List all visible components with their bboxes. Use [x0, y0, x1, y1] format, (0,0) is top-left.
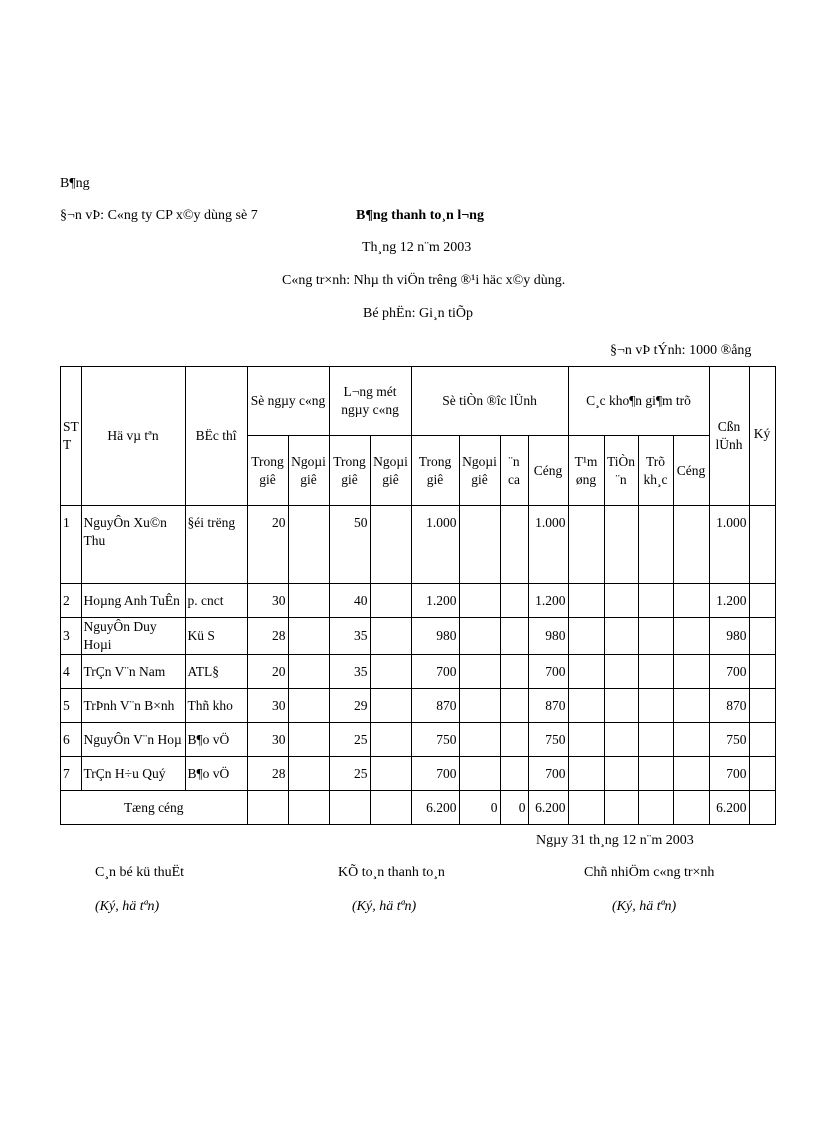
cell-amount-out — [459, 584, 500, 618]
sub-advance: T¹m øng — [568, 436, 604, 506]
cell-wage-in: 50 — [329, 506, 370, 584]
cell-remain: 700 — [709, 757, 749, 791]
cell-stt: 4 — [61, 655, 82, 689]
cell-name: NguyÔn Xu©n Thu — [81, 506, 185, 584]
cell-amount-in: 700 — [411, 757, 459, 791]
total-amount-in: 6.200 — [411, 791, 459, 825]
cell-wage-out — [370, 757, 411, 791]
cell-amount-total: 700 — [528, 757, 568, 791]
cell-amount-out — [459, 506, 500, 584]
cell-stt: 3 — [61, 618, 82, 655]
cell-rank: Thñ kho — [185, 689, 247, 723]
table-row — [61, 655, 776, 689]
cell-advance — [568, 757, 604, 791]
cell-stt: 1 — [61, 506, 82, 584]
cell-wage-in: 40 — [329, 584, 370, 618]
cell-rank: §éi trëng — [185, 506, 247, 584]
cell-rank: Kü S — [185, 618, 247, 655]
signer-2-note: (Ký, hä tªn) — [352, 899, 417, 914]
cell-sign — [749, 791, 775, 825]
cell-dues — [638, 584, 673, 618]
cell-meal — [604, 791, 638, 825]
cell-name: TrÇn V¨n Nam — [81, 655, 185, 689]
cell-wage-in: 35 — [329, 618, 370, 655]
table-row — [61, 689, 776, 723]
signer-1-note: (Ký, hä tªn) — [95, 899, 160, 914]
total-label: Tæng céng — [61, 791, 248, 825]
cell-amount-out — [459, 757, 500, 791]
cell-amount-out — [459, 723, 500, 757]
cell-days-in: 30 — [247, 723, 288, 757]
cell-advance — [568, 506, 604, 584]
doc-heading: B¶ng — [60, 176, 90, 191]
cell-meal — [604, 757, 638, 791]
cell-wage-in: 29 — [329, 689, 370, 723]
cell-lunch — [500, 723, 528, 757]
cell-wage-out — [370, 618, 411, 655]
cell-advance — [568, 689, 604, 723]
cell-meal — [604, 584, 638, 618]
cell-meal — [604, 618, 638, 655]
cell-amount-in: 870 — [411, 689, 459, 723]
sub-amount-in: Trong giê — [411, 436, 459, 506]
header-sign: Ký — [749, 367, 775, 506]
header-remain: Cßn lÜnh — [709, 367, 749, 506]
cell-deduct-total — [673, 791, 709, 825]
header-days: Sè ngµy c«ng — [247, 367, 329, 436]
cell-wage-out — [370, 791, 411, 825]
sub-amount-out: Ngoµi giê — [459, 436, 500, 506]
cell-days-in: 20 — [247, 655, 288, 689]
cell-remain: 980 — [709, 618, 749, 655]
cell-remain: 1.200 — [709, 584, 749, 618]
document-title: B¶ng thanh to¸n l¬ng — [356, 208, 484, 223]
cell-amount-in: 700 — [411, 655, 459, 689]
cell-days-out — [288, 723, 329, 757]
cell-amount-in: 1.200 — [411, 584, 459, 618]
cell-advance — [568, 655, 604, 689]
cell-advance — [568, 584, 604, 618]
cell-days-in: 28 — [247, 757, 288, 791]
cell-lunch — [500, 618, 528, 655]
unit-of-calc-label: §¬n vÞ tÝnh: 1000 ®ång — [610, 343, 752, 358]
cell-amount-in: 750 — [411, 723, 459, 757]
cell-rank: p. cnct — [185, 584, 247, 618]
cell-amount-total: 870 — [528, 689, 568, 723]
header-deductions: C¸c kho¶n gi¶m trõ — [568, 367, 709, 436]
header-rank: BËc thî — [185, 367, 247, 506]
cell-amount-out — [459, 655, 500, 689]
cell-dues — [638, 655, 673, 689]
cell-amount-out — [459, 618, 500, 655]
table-total-row — [61, 791, 776, 825]
total-lunch: 0 — [500, 791, 528, 825]
sub-amount-total: Céng — [528, 436, 568, 506]
header-amount: Sè tiÒn ®îc lÜnh — [411, 367, 568, 436]
total-amount-out: 0 — [459, 791, 500, 825]
cell-wage-in: 25 — [329, 723, 370, 757]
cell-days-in: 30 — [247, 689, 288, 723]
table-row — [61, 506, 776, 584]
cell-deduct-total — [673, 757, 709, 791]
cell-wage-out — [370, 655, 411, 689]
cell-days-in: 28 — [247, 618, 288, 655]
cell-advance — [568, 618, 604, 655]
cell-sign — [749, 655, 775, 689]
cell-meal — [604, 689, 638, 723]
cell-name: TrÞnh V¨n B×nh — [81, 689, 185, 723]
cell-sign — [749, 584, 775, 618]
cell-meal — [604, 655, 638, 689]
header-wage: L¬ng mét ngµy c«ng — [329, 367, 411, 436]
cell-days-out — [288, 757, 329, 791]
table-row — [61, 618, 776, 655]
table-row — [61, 723, 776, 757]
cell-sign — [749, 723, 775, 757]
table-row — [61, 757, 776, 791]
sub-meal: TiÒn ¨n — [604, 436, 638, 506]
cell-days-in: 20 — [247, 506, 288, 584]
cell-wage-out — [370, 506, 411, 584]
cell-remain: 700 — [709, 655, 749, 689]
cell-wage-out — [370, 584, 411, 618]
header-name: Hä vµ tªn — [81, 367, 185, 506]
cell-days-out — [288, 506, 329, 584]
cell-stt: 6 — [61, 723, 82, 757]
cell-days-out — [288, 655, 329, 689]
cell-name: NguyÔn Duy Hoµi — [81, 618, 185, 655]
cell-amount-in: 980 — [411, 618, 459, 655]
cell-amount-total: 1.000 — [528, 506, 568, 584]
cell-amount-total: 700 — [528, 655, 568, 689]
cell-rank: B¶o vÖ — [185, 757, 247, 791]
cell-remain: 1.000 — [709, 506, 749, 584]
cell-stt: 2 — [61, 584, 82, 618]
signing-date: Ngµy 31 th¸ng 12 n¨m 2003 — [536, 833, 694, 848]
signer-2-title: KÕ to¸n thanh to¸n — [338, 865, 445, 880]
sub-lunch: ¨n ca — [500, 436, 528, 506]
cell-rank: ATL§ — [185, 655, 247, 689]
sub-dues: Trõ kh¸c — [638, 436, 673, 506]
cell-rank: B¶o vÖ — [185, 723, 247, 757]
cell-stt: 7 — [61, 757, 82, 791]
cell-lunch — [500, 689, 528, 723]
cell-amount-total: 750 — [528, 723, 568, 757]
header-stt: ST T — [61, 367, 82, 506]
cell-deduct-total — [673, 506, 709, 584]
cell-stt: 5 — [61, 689, 82, 723]
department-label: Bé phËn: Gi¸n tiÕp — [363, 306, 474, 321]
cell-amount-in: 1.000 — [411, 506, 459, 584]
sub-wage-in: Trong giê — [329, 436, 370, 506]
cell-meal — [604, 723, 638, 757]
cell-wage-in: 35 — [329, 655, 370, 689]
cell-sign — [749, 757, 775, 791]
cell-dues — [638, 689, 673, 723]
signer-3-title: Chñ nhiÖm c«ng tr×nh — [584, 865, 715, 880]
cell-amount-out — [459, 689, 500, 723]
sub-days-in: Trong giê — [247, 436, 288, 506]
cell-dues — [638, 618, 673, 655]
cell-days-out — [288, 791, 329, 825]
cell-dues — [638, 723, 673, 757]
sub-wage-out: Ngoµi giê — [370, 436, 411, 506]
cell-deduct-total — [673, 618, 709, 655]
cell-lunch — [500, 584, 528, 618]
cell-days-in — [247, 791, 288, 825]
cell-amount-total: 980 — [528, 618, 568, 655]
cell-deduct-total — [673, 723, 709, 757]
payroll-table — [60, 366, 776, 825]
table-row — [61, 584, 776, 618]
cell-meal — [604, 506, 638, 584]
cell-deduct-total — [673, 584, 709, 618]
cell-sign — [749, 689, 775, 723]
cell-sign — [749, 618, 775, 655]
cell-wage-out — [370, 723, 411, 757]
cell-dues — [638, 506, 673, 584]
cell-dues — [638, 791, 673, 825]
cell-lunch — [500, 506, 528, 584]
month-label: Th¸ng 12 n¨m 2003 — [362, 240, 472, 255]
cell-advance — [568, 723, 604, 757]
cell-wage-in: 25 — [329, 757, 370, 791]
cell-lunch — [500, 757, 528, 791]
sub-days-out: Ngoµi giê — [288, 436, 329, 506]
cell-name: TrÇn H÷u Quý — [81, 757, 185, 791]
cell-advance — [568, 791, 604, 825]
cell-wage-in — [329, 791, 370, 825]
cell-remain: 870 — [709, 689, 749, 723]
signer-3-note: (Ký, hä tªn) — [612, 899, 677, 914]
cell-deduct-total — [673, 655, 709, 689]
cell-amount-total: 1.200 — [528, 584, 568, 618]
sub-deduct-total: Céng — [673, 436, 709, 506]
project-label: C«ng tr×nh: Nhµ th viÖn trêng ®¹i häc x©y dùng. — [282, 273, 566, 288]
total-remain: 6.200 — [709, 791, 749, 825]
cell-sign — [749, 506, 775, 584]
total-amount-total: 6.200 — [528, 791, 568, 825]
signer-1-title: C¸n bé kü thuËt — [95, 865, 185, 880]
table-header-row — [61, 367, 776, 436]
cell-days-out — [288, 618, 329, 655]
cell-days-out — [288, 584, 329, 618]
cell-name: NguyÔn V¨n Hoµ — [81, 723, 185, 757]
cell-days-out — [288, 689, 329, 723]
cell-wage-out — [370, 689, 411, 723]
unit-label: §¬n vÞ: C«ng ty CP x©y dùng sè 7 — [60, 208, 258, 223]
cell-deduct-total — [673, 689, 709, 723]
cell-lunch — [500, 655, 528, 689]
cell-name: Hoµng Anh TuÊn — [81, 584, 185, 618]
cell-remain: 750 — [709, 723, 749, 757]
cell-dues — [638, 757, 673, 791]
cell-days-in: 30 — [247, 584, 288, 618]
